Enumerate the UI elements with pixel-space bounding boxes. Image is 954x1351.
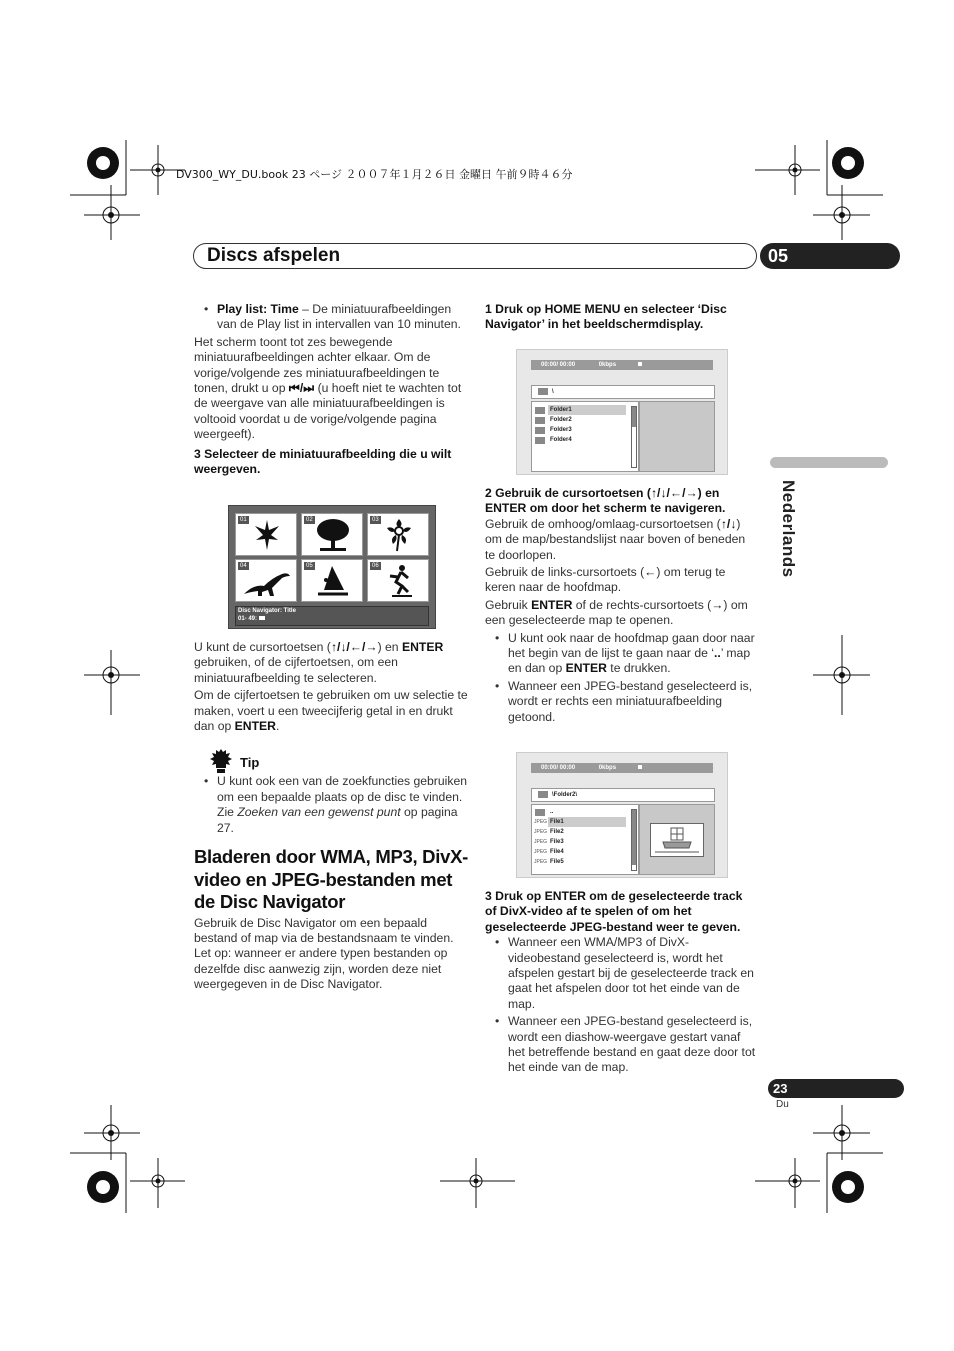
paragraph-thumbnails: Het scherm toont tot zes bewegende miniatuurafbeeldingen achter elkaar. Om de vorige/volgende zes miniatuurafbeeldingen te tonen, drukt u op ⏮/⏭ (u hoeft niet te wachten tot de weergave van alle miniatuurafbeeldingen is voltooid voordat u de vorige/volgende pagina weergeeft). — [194, 334, 462, 442]
list-item[interactable]: JPEG File5 — [534, 859, 564, 865]
file-list — [531, 804, 639, 875]
folder-icon — [535, 417, 545, 424]
paragraph-disc-navigator-intro: Gebruik de Disc Navigator om een bepaald bestand of map via de bestandsnaam te vinden. Let op: wanneer er andere typen bestanden op dezelfde disc aanwezig zijn, worden deze niet weergegeven in de Disc Navigator. — [194, 915, 454, 992]
status-bar: 00:00/ 00:00 0kbps — [531, 360, 713, 370]
preview-pane — [639, 804, 715, 875]
folder-icon — [538, 791, 548, 798]
list-item[interactable]: JPEG File2 — [534, 829, 564, 835]
scrollbar-thumb[interactable] — [632, 810, 636, 865]
dinosaur-icon — [242, 566, 292, 598]
jpeg-icon: JPEG — [534, 859, 548, 865]
list-item[interactable]: JPEG File1 — [532, 817, 638, 827]
list-item[interactable]: Folder3 — [532, 425, 638, 435]
tip-title: Tip — [240, 755, 260, 771]
scrollbar[interactable] — [631, 406, 637, 468]
tree-icon — [314, 517, 352, 552]
status-bar: 00:00/ 00:00 0kbps — [531, 763, 713, 773]
lightbulb-icon — [208, 748, 234, 774]
right-column-lower — [485, 889, 757, 1076]
folder-icon — [538, 388, 548, 395]
language-side-label: Nederlands — [779, 480, 798, 578]
stop-indicator — [638, 362, 642, 366]
stop-indicator — [638, 765, 642, 769]
bullet-jpeg-slideshow: • Wanneer een JPEG-bestand geselecteerd is, wordt een diashow-weergave gestart vanaf het betreffende bestand en gaat deze door tot het einde van de map. — [485, 1014, 757, 1076]
thumbnail-03[interactable]: 03 — [367, 513, 429, 556]
step-2: 2 Gebruik de cursortoetsen (↑/↓/←/→) en ENTER om door het scherm te navigeren. — [485, 486, 726, 516]
bullet-wma-mp3: • Wanneer een WMA/MP3 of DivX-videobestand geselecteerd is, wordt het afspelen gestart bij de geselecteerde track en gaat het afspelen door tot het einde van de map. — [485, 935, 757, 1012]
range-input-box — [259, 616, 265, 620]
paragraph-number-keys: Om de cijfertoetsen te gebruiken om uw selectie te maken, voert u een tweecijferig getal in en drukt dan op ENTER. — [194, 688, 468, 734]
thumbnail-01[interactable]: 01 — [235, 513, 297, 556]
leaf-icon — [252, 518, 282, 552]
tip-bullet: • U kunt ook een van de zoekfuncties gebruiken om een bepaalde plaats op de disc te vinden. Zie Zoeken van een gewenst punt op pagina 27. — [194, 774, 469, 836]
folder-icon — [535, 407, 545, 414]
jpeg-icon: JPEG — [534, 829, 548, 835]
thumbnail-05[interactable]: 05 — [301, 559, 363, 602]
chapter-number: 05 — [768, 246, 789, 266]
paragraph-up-down: Gebruik de omhoog/omlaag-cursortoetsen (↑/↓) om de map/bestandslijst naar boven of beneden te doorlopen. — [485, 516, 746, 562]
tip-header — [194, 748, 469, 774]
disc-navigator-screen-files — [516, 752, 728, 878]
skater-icon — [386, 564, 414, 598]
paragraph-left-key: Gebruik de links-cursortoets (←) om terug te keren naar de hoofdmap. — [485, 565, 726, 595]
jpeg-icon: JPEG — [534, 839, 548, 845]
disc-navigator-panel — [235, 606, 429, 626]
disc-navigator-screen-folders — [516, 349, 728, 475]
page-number: 23 — [773, 1081, 788, 1096]
list-item[interactable]: JPEG File3 — [534, 839, 564, 845]
left-column-lower — [194, 640, 469, 993]
step-1: 1 Druk op HOME MENU en selecteer ‘Disc Navigator’ in het beeldschermdisplay. — [485, 302, 727, 332]
thumbnail-04[interactable]: 04 — [235, 559, 297, 602]
step-3-left: 3 Selecteer de miniatuurafbeelding die u wilt weergeven. — [194, 446, 452, 477]
list-item[interactable]: Folder4 — [532, 435, 638, 445]
list-item[interactable]: Folder2 — [532, 415, 638, 425]
scrollbar-thumb[interactable] — [632, 407, 636, 427]
folder-icon — [535, 809, 545, 816]
folder-icon — [535, 437, 545, 444]
thumbnail-screen — [228, 505, 436, 629]
folder-icon — [535, 427, 545, 434]
path-bar: \ — [531, 385, 715, 399]
jpeg-icon: JPEG — [534, 849, 548, 855]
page-language: Du — [776, 1099, 789, 1110]
list-item[interactable]: JPEG File4 — [534, 849, 564, 855]
page-number-badge — [768, 1079, 904, 1098]
bullet-play-list-time: • Play list: Time – De miniatuurafbeeldingen van de Play list in intervallen van 10 minuten. — [194, 302, 469, 333]
jpeg-thumbnail-preview — [650, 823, 704, 857]
bullet-jpeg-thumbnail: • Wanneer een JPEG-bestand geselecteerd is, wordt er rechts een miniatuurafbeelding getoond. — [485, 679, 757, 725]
folder-list — [531, 401, 639, 472]
windsurfer-icon — [314, 564, 352, 598]
left-column — [194, 302, 469, 477]
preview-pane — [639, 401, 715, 472]
scrollbar[interactable] — [631, 809, 637, 871]
thumbnail-06[interactable]: 06 — [367, 559, 429, 602]
language-tab — [770, 457, 888, 468]
paragraph-enter-right-key: Gebruik ENTER of de rechts-cursortoets (→) om een geselecteerde map te openen. — [485, 597, 748, 628]
section-heading: Bladeren door WMA, MP3, DivX-video en JPEG-bestanden met de Disc Navigator — [194, 846, 468, 913]
panel-range: 01- 49: — [236, 615, 428, 623]
list-item-parent[interactable]: .. — [532, 807, 638, 817]
right-column-mid — [485, 486, 757, 725]
step-3-right: 3 Druk op ENTER om de geselecteerde track of DivX-video af te spelen of om het geselecteerde JPEG-bestand weer te geven. — [485, 889, 743, 934]
thumbnail-02[interactable]: 02 — [301, 513, 363, 556]
panel-title: Disc Navigator: Title — [238, 608, 296, 614]
list-item[interactable]: Folder1 — [532, 405, 638, 415]
right-step-1 — [485, 302, 757, 333]
paragraph-cursor-keys: U kunt de cursortoetsen (↑/↓/←/→) en ENTER gebruiken, of de cijfertoetsen, om een miniatuurafbeelding te selecteren. — [194, 640, 444, 685]
book-file-line: DV300_WY_DU.book 23 ページ ２００７年１月２６日 金曜日 午前９時４６分 — [176, 168, 573, 181]
chair-icon — [651, 824, 703, 856]
flower-icon — [382, 517, 416, 552]
bullet-root-folder: • U kunt ook naar de hoofdmap gaan door naar het begin van de lijst te gaan naar de ‘..’ map en dan op ENTER te drukken. — [485, 631, 757, 677]
path-bar: \Folder2\ — [531, 788, 715, 802]
jpeg-icon: JPEG — [534, 819, 548, 825]
page-title: Discs afspelen — [207, 245, 341, 266]
